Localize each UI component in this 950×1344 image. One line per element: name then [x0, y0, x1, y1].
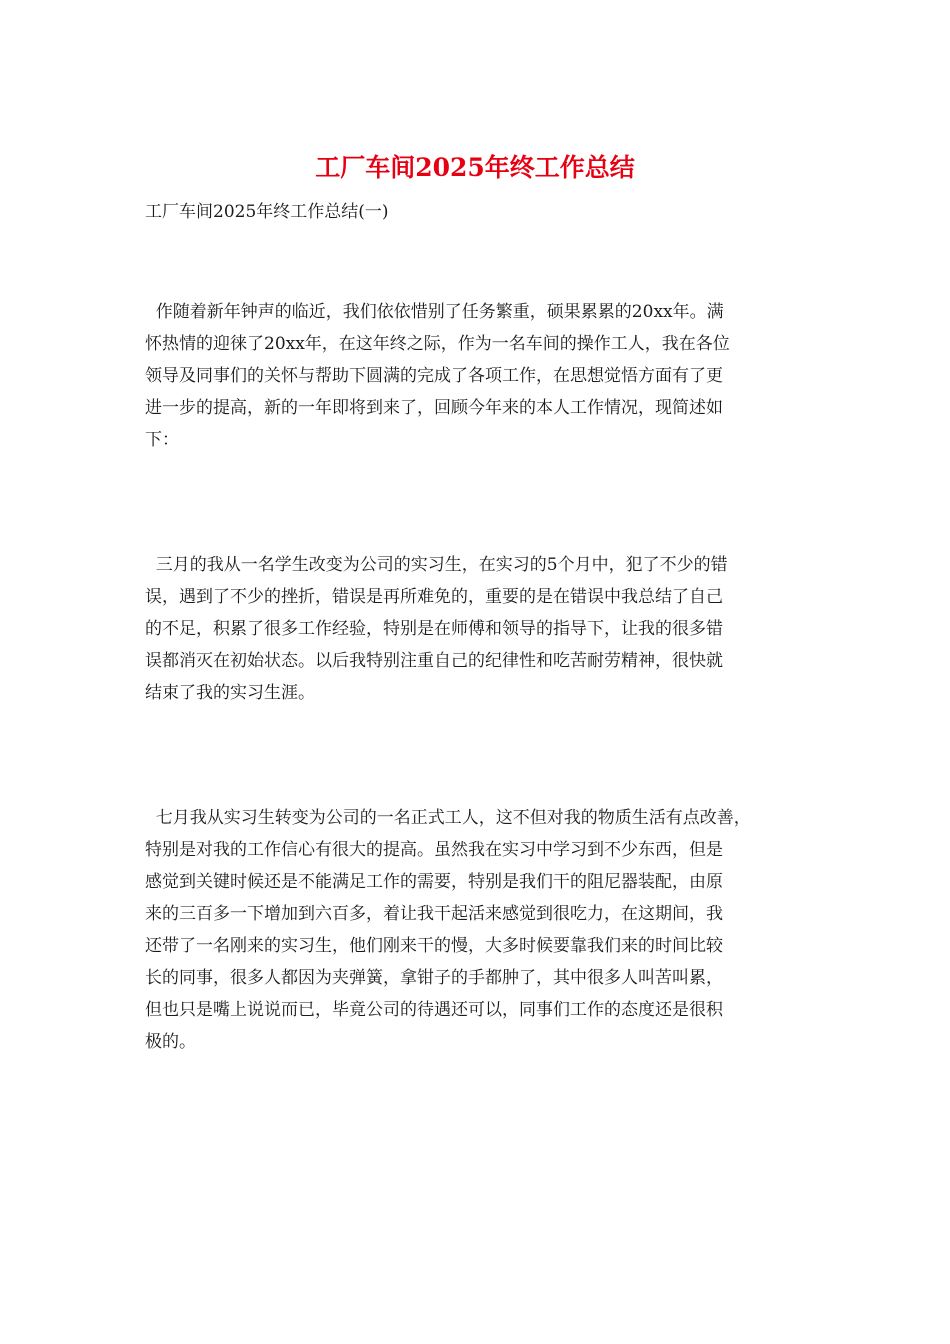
paragraph-line: 长的同事，很多人都因为夹弹簧，拿钳子的手都肿了，其中很多人叫苦叫累，: [145, 968, 723, 988]
paragraph-line: 怀热情的迎徕了20xx年，在这年终之际，作为一名车间的操作工人，我在各位: [145, 334, 730, 354]
document-subtitle: 工厂车间2025年终工作总结(一): [145, 202, 389, 222]
paragraph-line: 还带了一名刚来的实习生，他们刚来干的慢，大多时候要靠我们来的时间比较: [145, 936, 723, 956]
paragraph-line: 进一步的提高，新的一年即将到来了，回顾今年来的本人工作情况，现简述如: [145, 398, 723, 418]
paragraph-line: 但也只是嘴上说说而已，毕竟公司的待遇还可以，同事们工作的态度还是很积: [145, 1000, 723, 1020]
paragraph-line: 作随着新年钟声的临近，我们依依惜别了任务繁重，硕果累累的20xx年。满: [145, 302, 724, 322]
paragraph-line: 的不足，积累了很多工作经验，特别是在师傅和领导的指导下，让我的很多错: [145, 619, 723, 639]
paragraph-line: 下：: [145, 430, 179, 450]
paragraph-line: 领导及同事们的关怀与帮助下圆满的完成了各项工作，在思想觉悟方面有了更: [145, 366, 723, 386]
paragraph-1: [145, 296, 817, 456]
paragraph-line: 来的三百多一下增加到六百多，着让我干起活来感觉到很吃力，在这期间，我: [145, 904, 723, 924]
paragraph-line: 结束了我的实习生涯。: [145, 683, 315, 703]
paragraph-line: 感觉到关键时候还是不能满足工作的需要，特别是我们干的阻尼器装配，由原: [145, 872, 723, 892]
paragraph-line: 误都消灭在初始状态。以后我特别注重自己的纪律性和吃苦耐劳精神，很快就: [145, 651, 723, 671]
paragraph-line: 特别是对我的工作信心有很大的提高。虽然我在实习中学习到不少东西，但是: [145, 840, 723, 860]
paragraph-2: [145, 549, 817, 709]
paragraph-line: 极的。: [145, 1032, 196, 1052]
document-title: 工厂车间2025年终工作总结: [315, 153, 635, 182]
paragraph-line: 七月我从实习生转变为公司的一名正式工人，这不但对我的物质生活有点改善，: [145, 808, 751, 828]
paragraph-3: [145, 802, 817, 1058]
paragraph-line: 三月的我从一名学生改变为公司的实习生，在实习的5个月中，犯了不少的错: [145, 555, 728, 575]
paragraph-line: 误，遇到了不少的挫折，错误是再所难免的，重要的是在错误中我总结了自己: [145, 587, 723, 607]
